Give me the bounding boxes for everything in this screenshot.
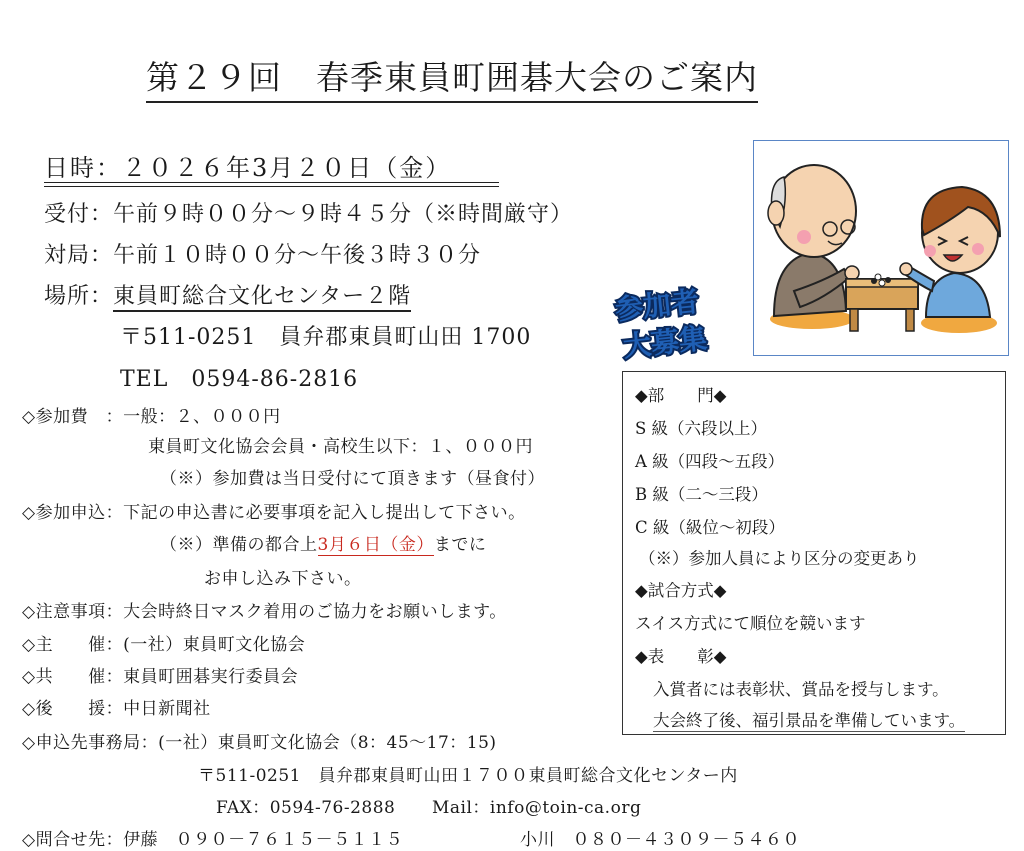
- date-underline: [44, 182, 499, 183]
- fee-member: 東員町文化協会会員・高校生以下：１、０００円: [148, 437, 533, 457]
- boy-figure: [900, 187, 1000, 333]
- award-heading: ◆表 彰◆: [635, 647, 727, 666]
- division-s: S 級（六段以上）: [635, 419, 768, 438]
- support-line: ◇後 援：中日新聞社: [22, 699, 211, 719]
- award-prize: 入賞者には表彰状、賞品を授与します。: [653, 680, 949, 699]
- division-b: B 級（二～三段）: [635, 485, 768, 504]
- match-format-text: スイス方式にて順位を競います: [635, 614, 866, 633]
- venue-label: 場所：: [44, 284, 114, 309]
- apply-deadline: [160, 530, 486, 555]
- deadline-date: 3月６日（金）: [317, 535, 434, 555]
- apply-closing: お申し込み下さい。: [204, 569, 362, 589]
- award-lottery: [653, 707, 965, 731]
- recruiting-badge-graphic: [600, 282, 728, 362]
- badge-line1: 参加者: [613, 284, 701, 327]
- go-players-illustration-art: [754, 141, 1008, 355]
- cohost-line: ◇共 催：東員町囲碁実行委員会: [22, 667, 299, 687]
- divisions-note: （※）参加人員により区分の変更あり: [639, 549, 920, 568]
- division-a: A 級（四段～五段）: [635, 452, 785, 471]
- go-board: [846, 274, 918, 331]
- apply-deadline-post: までに: [433, 535, 487, 555]
- caution-note: ◇注意事項：大会時終日マスク着用のご協力をお願いします。: [22, 602, 507, 622]
- reception-time: 受付：午前９時００分～９時４５分（※時間厳守）: [44, 202, 574, 227]
- award-lottery-text: 大会終了後、福引景品を準備しています。: [653, 711, 966, 730]
- page-title: 第２９回 春季東員町囲碁大会のご案内: [146, 52, 758, 103]
- host-line: ◇主 催：(一社）東員町文化協会: [22, 635, 306, 655]
- division-c: C 級（級位～初段）: [635, 518, 785, 537]
- divisions-box: [622, 371, 1006, 735]
- venue-postal: 〒511-0251 員弁郡東員町山田 1700: [120, 325, 532, 350]
- match-format-heading: ◆試合方式◆: [635, 581, 727, 600]
- badge-line2: 大募集: [621, 321, 709, 362]
- venue-tel: TEL 0594-86-2816: [120, 367, 359, 392]
- divisions-heading: ◆部 門◆: [635, 386, 727, 405]
- recruiting-badge: [600, 282, 728, 362]
- contact-ogawa: 小川 ０８０－４３０９－５４６０: [520, 830, 800, 850]
- venue-line: [44, 279, 411, 310]
- venue-name: 東員町総合文化センター２階: [113, 284, 411, 312]
- fee-note: （※）参加費は当日受付にて頂きます（昼食付）: [160, 469, 545, 489]
- apply-deadline-pre: （※）準備の都合上: [160, 535, 318, 555]
- apply-instruction: ◇参加申込：下記の申込書に必要事項を記入し提出して下さい。: [22, 503, 526, 523]
- office-address: 〒511-0251 員弁郡東員町山田１７００東員町総合文化センター内: [198, 766, 738, 786]
- contact-ito: ◇問合せ先：伊藤 ０９０－７６１５－５１１５: [22, 830, 404, 850]
- office-line: ◇申込先事務局：(一社）東員町文化協会（8：45～17：15): [22, 733, 497, 753]
- mail-address: Mail：info@toin-ca.org: [432, 798, 642, 818]
- event-date: 日時：２０２６年3月２０日（金）: [44, 154, 452, 182]
- fee-general: ◇参加費 ：一般：２、０００円: [22, 407, 281, 427]
- match-time: 対局：午前１０時００分～午後３時３０分: [44, 243, 482, 268]
- date-underline-2: [44, 186, 499, 187]
- fax-number: FAX：0594-76-2888: [216, 798, 396, 818]
- go-players-illustration: [753, 140, 1009, 356]
